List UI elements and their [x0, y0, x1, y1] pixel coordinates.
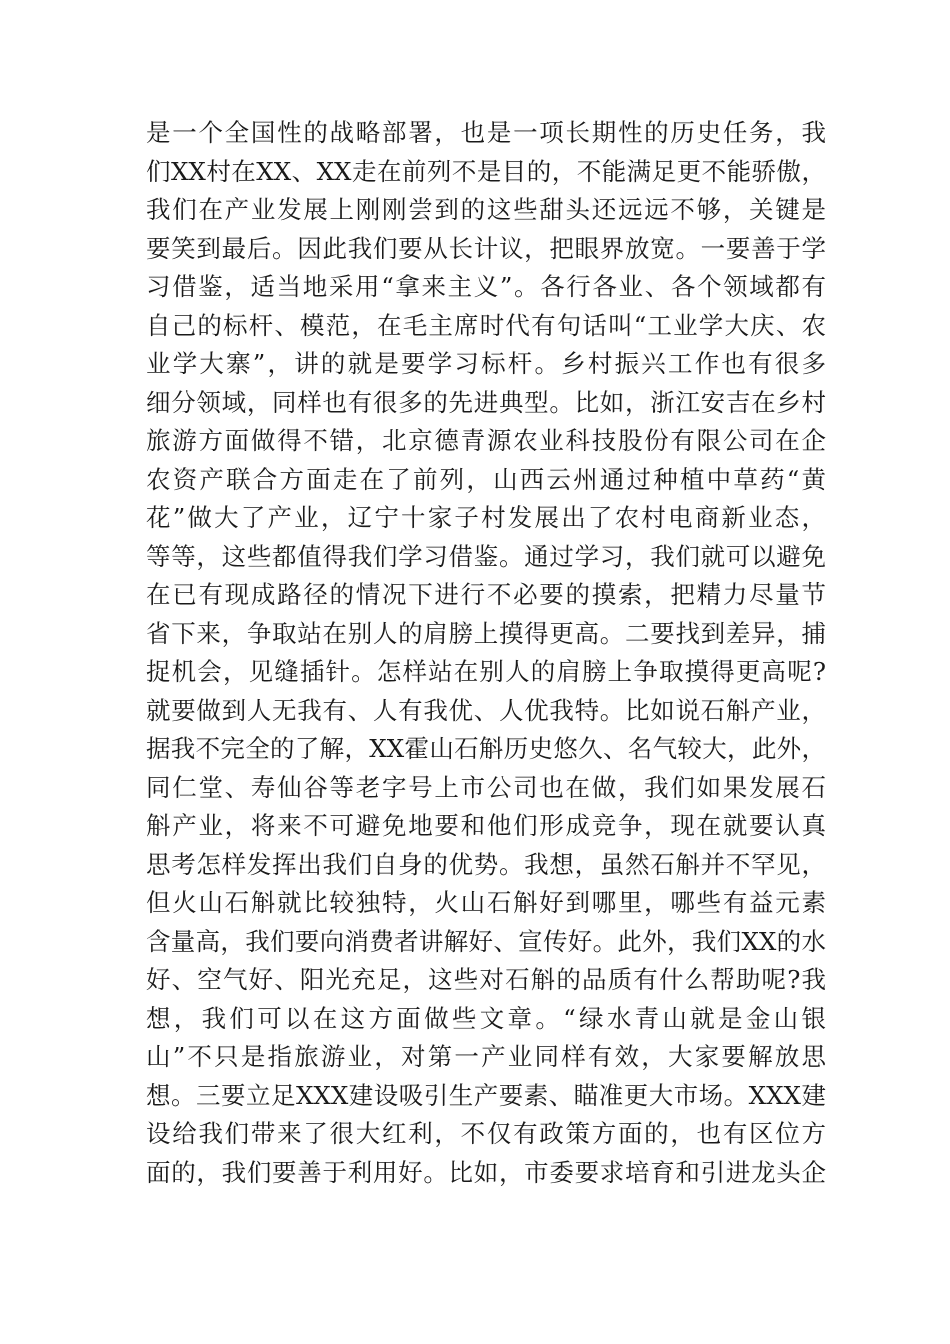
text-line: 面的，我们要善于利用好。比如，市委要求培育和引进龙头企 [146, 1157, 826, 1187]
text-line: 山”不只是指旅游业，对第一产业同样有效，大家要解放思 [146, 1042, 826, 1071]
text-line: 好、空气好、阳光充足，这些对石斛的品质有什么帮助呢?我 [146, 965, 826, 994]
text-line: 想，我们可以在这方面做些文章。“绿水青山就是金山银 [146, 1003, 826, 1033]
text-line: 是一个全国性的战略部署，也是一项长期性的历史任务，我 [146, 118, 826, 147]
text-line: 同仁堂、寿仙谷等老字号上市公司也在做，我们如果发展石 [146, 772, 826, 802]
text-line: 我们在产业发展上刚刚尝到的这些甜头还远远不够，关键是 [146, 195, 826, 224]
text-line: 等等，这些都值得我们学习借鉴。通过学习，我们就可以避免 [146, 541, 826, 571]
text-line: 想。三要立足XXX建设吸引生产要素、瞄准更大市场。XXX建 [146, 1080, 826, 1110]
text-line: 斛产业，将来不可避免地要和他们形成竞争，现在就要认真 [146, 811, 826, 840]
text-line: 花”做大了产业，辽宁十家子村发展出了农村电商新业态， [146, 503, 826, 532]
text-line: 农资产联合方面走在了前列，山西云州通过种植中草药“黄 [146, 464, 826, 494]
text-line: 含量高，我们要向消费者讲解好、宣传好。此外，我们XX的水 [146, 926, 826, 956]
text-line: 要笑到最后。因此我们要从长计议，把眼界放宽。一要善于学 [146, 233, 826, 263]
text-line: 据我不完全的了解，XX霍山石斛历史悠久、名气较大，此外， [146, 734, 826, 763]
text-line: 捉机会，见缝插针。怎样站在别人的肩膀上争取摸得更高呢? [146, 657, 826, 686]
body-paragraph [146, 114, 826, 1192]
text-line: 们XX村在XX、XX走在前列不是目的，不能满足更不能骄傲， [146, 156, 826, 186]
text-line: 就要做到人无我有、人有我优、人优我特。比如说石斛产业， [146, 695, 826, 725]
text-line: 在已有现成路径的情况下进行不必要的摸索，把精力尽量节 [146, 580, 826, 609]
text-line: 业学大寨”，讲的就是要学习标杆。乡村振兴工作也有很多 [146, 349, 826, 378]
text-line: 思考怎样发挥出我们自身的优势。我想，虽然石斛并不罕见， [146, 849, 826, 879]
text-line: 设给我们带来了很大红利，不仅有政策方面的，也有区位方 [146, 1119, 826, 1148]
text-line: 细分领域，同样也有很多的先进典型。比如，浙江安吉在乡村 [146, 387, 826, 417]
text-line: 省下来，争取站在别人的肩膀上摸得更高。二要找到差异，捕 [146, 618, 826, 648]
text-line: 自己的标杆、模范，在毛主席时代有句话叫“工业学大庆、农 [146, 310, 826, 340]
text-line: 习借鉴，适当地采用“拿来主义”。各行各业、各个领域都有 [146, 272, 826, 301]
text-line: 但火山石斛就比较独特，火山石斛好到哪里，哪些有益元素 [146, 888, 826, 917]
text-line: 旅游方面做得不错，北京德青源农业科技股份有限公司在企 [146, 426, 826, 455]
